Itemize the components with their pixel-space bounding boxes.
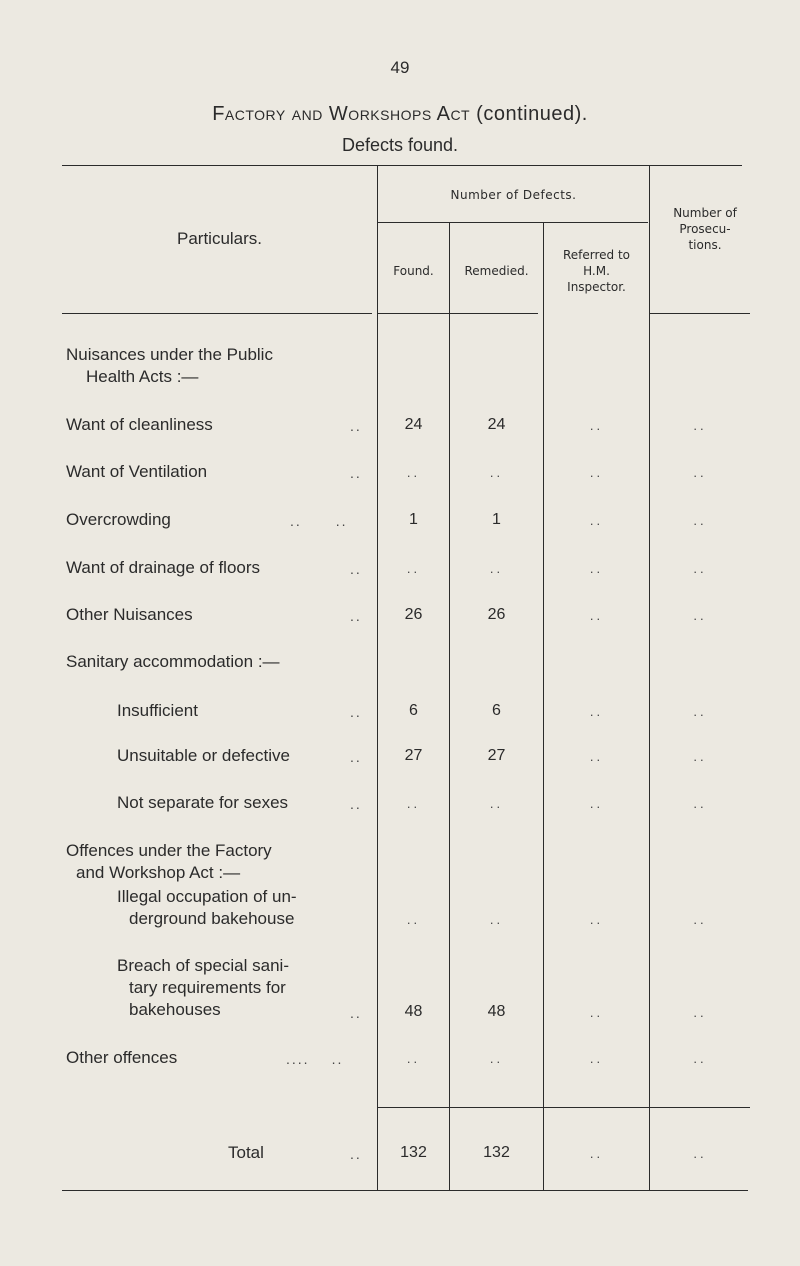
- cell-prosecutions: ..: [693, 1051, 707, 1066]
- section-heading-nuisances: [66, 344, 273, 388]
- cell-found: 24: [404, 416, 423, 433]
- header-prosecutions-line1: Number of: [673, 206, 737, 220]
- header-prosecutions-line2: Prosecu-: [679, 222, 731, 236]
- cell-referred: ..: [589, 561, 604, 576]
- cell-found: 48: [404, 1003, 423, 1020]
- row-leader-dots: ..: [350, 561, 362, 577]
- cell-found: 1: [409, 511, 418, 528]
- column-divider-particulars: [377, 165, 378, 1190]
- row-leader-dots-part: ..: [335, 513, 348, 529]
- section-heading-nuisances-line2: Health Acts :—: [86, 367, 199, 386]
- row-label-breach-line2: tary requirements for: [129, 978, 286, 997]
- total-label: Total: [228, 1143, 264, 1162]
- row-leader-dots: [290, 513, 348, 529]
- row-leader-dots-part: ..: [290, 513, 302, 529]
- header-referred-line2: H.M.: [583, 264, 610, 278]
- row-label-overcrowding: Overcrowding: [66, 510, 171, 529]
- cell-remedied: ..: [489, 912, 504, 927]
- section-heading-offences-line1: Offences under the Factory: [66, 841, 272, 860]
- row-label-breach-line3: bakehouses: [129, 1000, 221, 1019]
- cell-referred: ..: [589, 608, 604, 623]
- cell-remedied: ..: [489, 796, 504, 811]
- row-label-illegal-occupation-line1: Illegal occupation of un-: [117, 887, 297, 906]
- cell-remedied: 26: [487, 606, 506, 623]
- header-prosecutions: [650, 205, 760, 253]
- cell-remedied: 1: [492, 511, 501, 528]
- cell-prosecutions: ..: [693, 418, 707, 433]
- page-title-suffix: (continued).: [470, 103, 588, 125]
- row-leader-dots: ..: [350, 1005, 362, 1021]
- total-found: 132: [400, 1144, 427, 1161]
- header-prosecutions-line3: tions.: [688, 238, 722, 252]
- row-leader-dots-part: ..: [331, 1051, 344, 1067]
- cell-prosecutions: ..: [693, 796, 707, 811]
- cell-remedied: 6: [492, 702, 501, 719]
- section-heading-nuisances-line1: Nuisances under the Public: [66, 345, 273, 364]
- header-referred-line3: Inspector.: [567, 280, 626, 294]
- row-label-want-of-ventilation: Want of Ventilation: [66, 462, 208, 481]
- row-leader-dots: ..: [350, 608, 362, 624]
- row-leader-dots: ..: [350, 704, 362, 720]
- cell-remedied: ..: [489, 465, 504, 480]
- cell-referred: ..: [589, 749, 604, 764]
- cell-referred: ..: [589, 796, 604, 811]
- cell-referred: ..: [589, 418, 604, 433]
- header-number-of-defects: Number of Defects.: [450, 188, 577, 202]
- cell-remedied: 48: [487, 1003, 506, 1020]
- cell-prosecutions: ..: [693, 513, 707, 528]
- cell-prosecutions: ..: [693, 608, 707, 623]
- header-referred-line1: Referred to: [562, 248, 631, 262]
- row-label-other-offences: Other offences: [66, 1048, 178, 1067]
- header-bottom-rule-right: [650, 313, 750, 314]
- row-leader-dots-part: ....: [286, 1051, 310, 1067]
- total-remedied: 132: [483, 1144, 510, 1161]
- row-label-illegal-occupation: [117, 886, 297, 930]
- defects-group-rule: [378, 222, 648, 223]
- cell-found: ..: [406, 796, 421, 811]
- cell-prosecutions: ..: [693, 704, 707, 719]
- header-particulars: Particulars.: [176, 229, 263, 248]
- cell-prosecutions: ..: [693, 749, 707, 764]
- row-leader-dots: ..: [350, 796, 362, 812]
- cell-prosecutions: ..: [693, 465, 707, 480]
- cell-remedied: ..: [489, 1051, 504, 1066]
- cell-found: ..: [406, 1051, 421, 1066]
- row-label-breach-of-special-sanitary-requirements: [117, 955, 289, 1021]
- section-heading-sanitary: Sanitary accommodation :—: [66, 652, 280, 671]
- table-bottom-rule: [62, 1190, 748, 1191]
- cell-referred: ..: [589, 513, 604, 528]
- header-bottom-rule-cols: [378, 313, 538, 314]
- page-subtitle: Defects found.: [341, 135, 459, 155]
- row-leader-dots: ..: [350, 749, 362, 765]
- header-referred: [544, 247, 649, 295]
- row-leader-dots: [286, 1051, 343, 1067]
- cell-remedied: ..: [489, 561, 504, 576]
- table-top-rule: [62, 165, 742, 166]
- header-remedied: Remedied.: [464, 264, 529, 278]
- page-title: [0, 103, 800, 126]
- row-leader-dots: ..: [350, 465, 362, 481]
- page-number: 49: [390, 58, 410, 77]
- cell-found: 26: [404, 606, 423, 623]
- row-label-want-of-drainage-of-floors: Want of drainage of floors: [66, 558, 261, 577]
- cell-prosecutions: ..: [693, 561, 707, 576]
- cell-referred: ..: [589, 1005, 604, 1020]
- section-heading-offences-line2: and Workshop Act :—: [76, 863, 241, 882]
- row-label-unsuitable-or-defective: Unsuitable or defective: [117, 746, 290, 765]
- total-prosecutions: ..: [693, 1146, 707, 1161]
- cell-found: ..: [406, 465, 421, 480]
- cell-referred: ..: [589, 1051, 604, 1066]
- cell-referred: ..: [589, 465, 604, 480]
- row-label-want-of-cleanliness: Want of cleanliness: [66, 415, 213, 434]
- row-label-insufficient: Insufficient: [117, 701, 198, 720]
- cell-prosecutions: ..: [693, 912, 707, 927]
- header-bottom-rule-left: [62, 313, 372, 314]
- cell-remedied: 24: [487, 416, 506, 433]
- row-label-breach-line1: Breach of special sani-: [117, 956, 289, 975]
- cell-referred: ..: [589, 704, 604, 719]
- cell-referred: ..: [589, 912, 604, 927]
- cell-found: ..: [406, 561, 421, 576]
- cell-remedied: 27: [487, 747, 506, 764]
- section-heading-offences: [66, 840, 272, 884]
- row-label-other-nuisances: Other Nuisances: [66, 605, 193, 624]
- cell-found: ..: [406, 912, 421, 927]
- row-leader-dots: ..: [350, 418, 362, 434]
- row-label-illegal-occupation-line2: derground bakehouse: [129, 909, 295, 928]
- row-label-not-separate-for-sexes: Not separate for sexes: [117, 793, 289, 812]
- cell-found: 6: [409, 702, 418, 719]
- total-referred: ..: [589, 1146, 604, 1161]
- column-divider-referred: [649, 165, 650, 1190]
- header-found: Found.: [393, 264, 434, 278]
- page-title-main: Factory and Workshops Act: [212, 103, 471, 125]
- total-top-rule: [378, 1107, 750, 1108]
- cell-found: 27: [404, 747, 423, 764]
- cell-prosecutions: ..: [693, 1005, 707, 1020]
- row-leader-dots: ..: [350, 1146, 362, 1162]
